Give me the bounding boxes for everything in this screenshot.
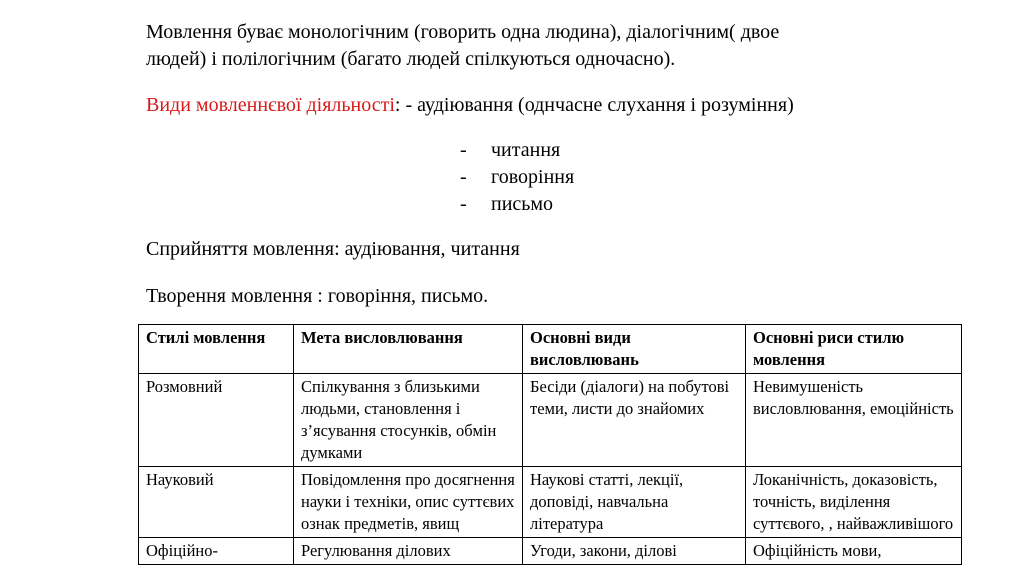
list-item — [460, 191, 553, 218]
table-header-row — [139, 325, 962, 374]
list-dash: - — [460, 193, 467, 215]
table-cell: Наукові статті, лекції, доповіді, навчальна література — [523, 467, 746, 538]
paragraph-speech-types-line2: людей) і полілогічним (багато людей спілкуються одночасно). — [146, 48, 676, 70]
table-cell: Угоди, закони, ділові — [523, 538, 746, 565]
paragraph-speech-types-line1: Мовлення буває монологічним (говорить одна людина), діалогічним( двое — [146, 21, 780, 43]
list-dash: - — [460, 166, 467, 188]
list-item — [460, 164, 574, 191]
table-row — [139, 538, 962, 565]
table-cell: Науковий — [139, 467, 294, 538]
header-cell: Основні види висловлювань — [523, 325, 746, 374]
list-item-text: читання — [491, 139, 561, 161]
table-cell: Регулювання ділових — [294, 538, 523, 565]
list-item-text: письмо — [491, 193, 554, 215]
table-cell: Локанічність, доказовість, точність, виділення суттєвого, , найважливішого — [746, 467, 962, 538]
table-cell: Бесіди (діалоги) на побутові теми, листи до знайомих — [523, 374, 746, 467]
header-cell: Основні риси стилю мовлення — [746, 325, 962, 374]
paragraph-activity-types — [146, 92, 794, 119]
header-cell: Стилі мовлення — [139, 325, 294, 374]
list-item-text: говоріння — [491, 166, 575, 188]
speech-styles-table — [138, 324, 962, 565]
table-row — [139, 374, 962, 467]
table-cell: Офіційність мови, — [746, 538, 962, 565]
table-cell: Офіційно- — [139, 538, 294, 565]
list-item — [460, 137, 560, 164]
activity-types-first-item: : - аудіювання (однчасне слухання і розуміння) — [394, 94, 794, 116]
activity-types-heading: Види мовленнєвої діяльності — [146, 94, 395, 116]
paragraph-creation: Творення мовлення : говоріння, письмо. — [146, 285, 489, 307]
table-row — [139, 467, 962, 538]
header-cell: Мета висловлювання — [294, 325, 523, 374]
list-dash: - — [460, 139, 467, 161]
paragraph-perception: Сприйняття мовлення: аудіювання, читання — [146, 238, 520, 260]
table-cell: Повідомлення про досягнення науки і техніки, опис суттєвих ознак предметів, явищ — [294, 467, 523, 538]
table-cell: Розмовний — [139, 374, 294, 467]
table-cell: Невимушеність висловлювання, емоційність — [746, 374, 962, 467]
table-cell: Спілкування з близькими людьми, становлення і з’ясування стосунків, обмін думками — [294, 374, 523, 467]
